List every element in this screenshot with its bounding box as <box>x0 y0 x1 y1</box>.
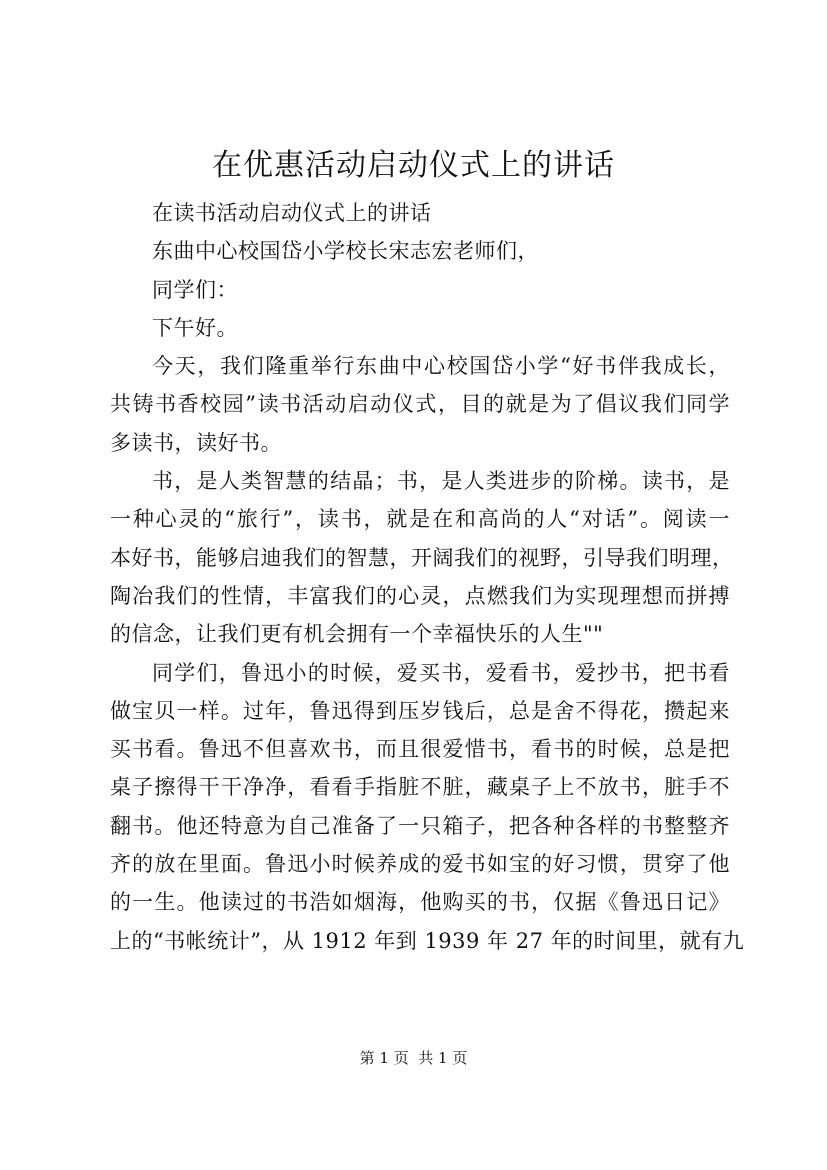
paragraph-line: 陶冶我们的性情，丰富我们的心灵，点燃我们为实现理想而拼搏 <box>110 583 730 608</box>
paragraph-line: 的信念，让我们更有机会拥有一个幸福快乐的人生"" <box>110 622 604 647</box>
paragraph-line: 今天，我们隆重举行东曲中心校国岱小学“好书伴我成长， <box>152 354 730 379</box>
paragraph-line: 齐的放在里面。鲁迅小时候养成的爱书如宝的好习惯，贯穿了他 <box>110 852 730 877</box>
paragraph-line: 的一生。他读过的书浩如烟海，他购买的书，仅据《鲁迅日记》 <box>110 890 730 915</box>
paragraph-line: 下午好。 <box>152 315 238 340</box>
paragraph-line: 同学们： <box>152 277 238 302</box>
document-title: 在优惠活动启动仪式上的讲话 <box>212 148 615 183</box>
page-footer: 第 1 页 共 1 页 <box>359 1049 468 1067</box>
paragraph-line: 东曲中心校国岱小学校长宋志宏老师们， <box>152 239 539 264</box>
paragraph-line: 多读书，读好书。 <box>110 430 282 455</box>
paragraph-line: 上的“书帐统计”，从 1912 年到 1939 年 27 年的时间里，就有九 <box>110 928 745 953</box>
paragraph-line: 桌子擦得干干净净，看看手指脏不脏，藏桌子上不放书，脏手不 <box>110 775 730 800</box>
paragraph-line: 一种心灵的“旅行”，读书，就是在和高尚的人“对话”。阅读一 <box>110 507 730 532</box>
paragraph-line: 书，是人类智慧的结晶；书，是人类进步的阶梯。读书，是 <box>152 469 730 494</box>
paragraph-line: 同学们，鲁迅小的时候，爱买书，爱看书，爱抄书，把书看 <box>152 660 730 685</box>
paragraph-line: 做宝贝一样。过年，鲁迅得到压岁钱后，总是舍不得花，攒起来 <box>110 698 730 723</box>
paragraph-line: 买书看。鲁迅不但喜欢书，而且很爱惜书，看书的时候，总是把 <box>110 737 730 762</box>
paragraph-line: 共铸书香校园”读书活动启动仪式，目的就是为了倡议我们同学 <box>110 392 730 417</box>
paragraph-line: 在读书活动启动仪式上的讲话 <box>152 201 432 225</box>
paragraph-line: 本好书，能够启迪我们的智慧，开阔我们的视野，引导我们明理， <box>110 545 734 570</box>
document-body <box>110 194 745 960</box>
paragraph-line: 翻书。他还特意为自己准备了一只箱子，把各种各样的书整整齐 <box>110 813 730 838</box>
